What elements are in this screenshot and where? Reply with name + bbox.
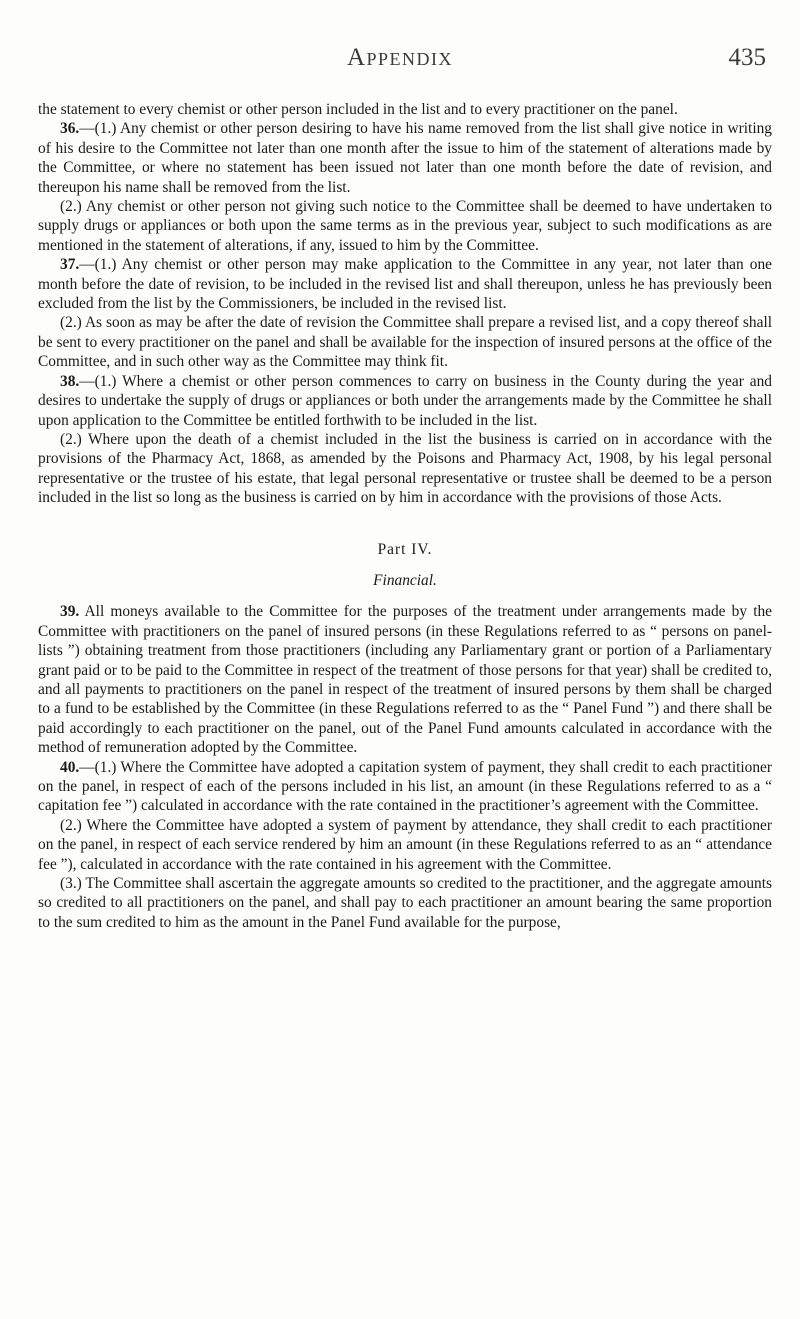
section-number-39: 39. bbox=[60, 603, 80, 621]
section-number-37: 37. bbox=[60, 256, 80, 274]
paragraph-40-3: (3.) The Committee shall ascertain the aggregate amounts so credited to the practitioner, and the aggregate amounts so credited to all practitioners on the panel, and shall pay to each practitioner an amount bearing the same proportion to the sum credited to him as the amount in the Panel Fund available for the purpose, bbox=[38, 875, 772, 931]
paragraph-40-1-text: —(1.) Where the Committee have adopted a capitation system of payment, they shall credit to each practitioner on the panel, in respect of each of the persons included in his list, an amount (in these Regulations referred to as a “ capitation fee ”) calculated in accordance with the rate contained in the practitioner’s agreement with the Committee. bbox=[38, 758, 772, 815]
paragraph-38-2: (2.) Where upon the death of a chemist included in the list the business is carried on in accordance with the provisions of the Pharmacy Act, 1868, as amended by the Poisons and Pharmacy Act, 1908, by his legal personal representative or the trustee of his estate, that legal personal representative or trustee shall be deemed to be a person included in the list so long as the business is carried on by him in accordance with the provisions of those Acts. bbox=[38, 430, 772, 507]
paragraph-continuation: the statement to every chemist or other person included in the list and to every practitioner on the panel. bbox=[38, 101, 678, 118]
section-number-36: 36. bbox=[60, 120, 80, 138]
paragraph-37-1 bbox=[38, 255, 772, 313]
paragraph-36-1-text: —(1.) Any chemist or other person desiring to have his name removed from the list shall give notice in writing of his desire to the Committee not later than one month after the issue to him of the statement of alterations made by the Committee, or where no statement has been issued not later than one month before the date of revision, and thereupon his name shall be removed from the list. bbox=[38, 120, 772, 196]
paragraph-38-1-text: —(1.) Where a chemist or other person commences to carry on business in the County during the year and desires to undertake the supply of drugs or appliances or both under the arrangements made by the Committee he shall upon application to the Committee be entitled forthwith to be included in the list. bbox=[38, 372, 772, 429]
part-heading: Part IV. bbox=[377, 540, 433, 558]
paragraph-37-1-text: —(1.) Any chemist or other person may make application to the Committee in any year, not later than one month before the date of revision, to be included in the revised list and shall thereupon, unless he has previously been excluded from the list by the Commissioners, be included in the revised list. bbox=[38, 256, 772, 313]
paragraph-39 bbox=[38, 602, 772, 757]
section-number-40: 40. bbox=[60, 758, 80, 776]
paragraph-37-2: (2.) As soon as may be after the date of revision the Committee shall prepare a revised list, and a copy thereof shall be sent to every practitioner on the panel and shall be available for the inspection of insured persons at the office of the Committee, and in such other way as the Committee may think fit. bbox=[38, 314, 772, 371]
paragraph-36-1 bbox=[38, 119, 772, 197]
running-header bbox=[0, 44, 800, 74]
page-number: 435 bbox=[728, 44, 766, 71]
body-text bbox=[38, 100, 772, 932]
paragraph-39-text: All moneys available to the Committee for the purposes of the treatment under arrangements made by the Committee with practitioners on the panel of insured persons (in these Regulations referred to as “ persons on panel-lists ”) obtaining treatment from those practitioners (including any Parliamentary grant or portion of a Parliamentary grant paid or to be paid to the Committee in respect of the treatment of those persons for that year) shall be credited to, and all payments to practitioners on the panel in respect of the treatment of insured persons by them shall be charged to a fund to be established by the Committee (in these Regulations referred to as the “ Panel Fund ”) and there shall be paid accordingly to each practitioner on the panel, out of the Panel Fund amounts calculated in accordance with the method of remuneration adopted by the Committee. bbox=[38, 603, 772, 757]
paragraph-36-2: (2.) Any chemist or other person not giving such notice to the Committee shall be deemed to have undertaken to supply drugs or appliances or both upon the same terms as in the previous year, subject to such modifications as are mentioned in the statement of alterations, if any, issued to him by the Committee. bbox=[38, 198, 772, 254]
paragraph-40-1 bbox=[38, 758, 772, 816]
section-number-38: 38. bbox=[60, 372, 80, 390]
section-heading: Financial. bbox=[373, 571, 437, 589]
paragraph-38-1 bbox=[38, 372, 772, 430]
running-title: Appendix bbox=[346, 44, 454, 71]
paragraph-40-2: (2.) Where the Committee have adopted a system of payment by attendance, they shall credit to each practitioner on the panel, in respect of each service rendered by him an amount (in these Regulations referred to as an “ attendance fee ”), calculated in accordance with the rate contained in his agreement with the Committee. bbox=[38, 816, 772, 873]
